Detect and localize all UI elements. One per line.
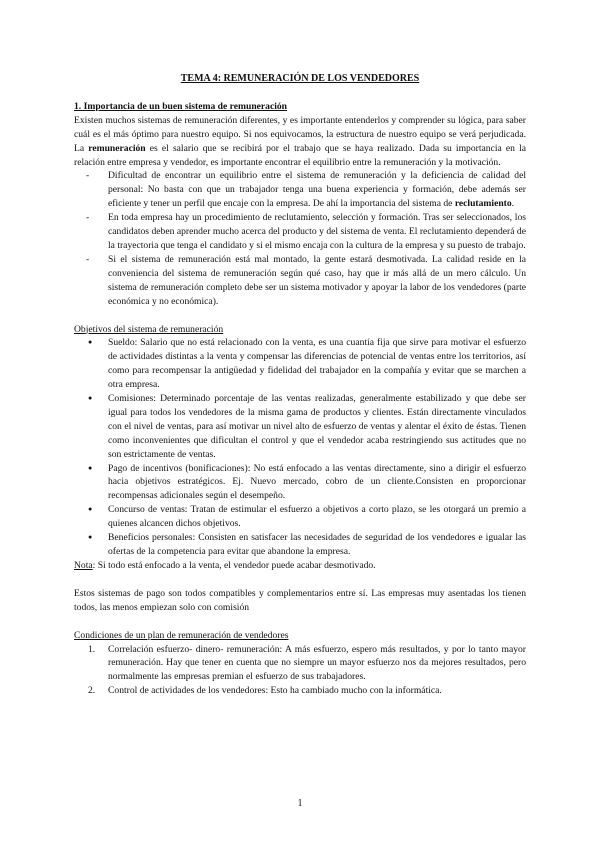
note-label: Nota [74,559,93,571]
dash-item-text-a: Dificultad de encontrar un equilibrio entre el sistema de remuneración y la deficiencia de calidad del personal: No basta con que un trabajador tenga una buena experiencia y formación, debe además ser eficiente y tener un perfil que encaje con la empresa. De ahí la importancia del sistema de [108,170,526,210]
document-title: TEMA 4: REMUNERACIÓN DE LOS VENDEDORES [180,73,420,84]
section-heading-objectives: Objetivos del sistema de remuneración [74,323,224,335]
section-heading-conditions: Condiciones de un plan de remuneración de vendedores [74,629,289,641]
bullet-item: ● Concurso de ventas: Tratan de estimular el esfuerzo a objetivos a corto plazo, se les otorgará un premio a quienes alcancen dichos objetivos. [108,503,526,531]
dash-item: - Si el sistema de remuneración está mal montado, la gente estará desmotivada. La calidad reside en la conveniencia del sistema de remuneración según qué caso, hay que ir más allá de un mero cálculo. Un sistema de remuneración completo debe ser un sistema motivador y apoyar la labor de los vendedores (parte económica y no económica). [108,253,526,309]
intro-text-b: es el salario que se recibirá por el trabajo que se haya realizado. Dada su importancia en la relación entre empresa y vendedor, es importante encontrar el equilibrio entre la remuneración y la motivación. [74,142,526,168]
section-heading-importance: 1. Importancia de un buen sistema de remuneración [74,100,288,112]
dash-item-bold-term: reclutamiento [454,198,512,210]
note-text: : Si todo está enfocado a la venta, el vendedor puede acabar desmotivado. [92,559,376,571]
item-text: Control de actividades de los vendedores: Esto ha cambiado mucho con la informática. [108,685,442,697]
intro-text-a: Existen muchos sistemas de remuneración diferentes, y es importante entenderlos y comprender su lógica, para saber cuál es el más óptimo para nuestro equipo. Si nos equivocamos, la estructura de nuestro equipo se verá perjudicada. La [74,114,526,154]
importance-dash-list [74,169,526,308]
objectives-bullet-list [74,336,526,559]
intro-paragraph [74,114,526,170]
dash-item: - En toda empresa hay un procedimiento de reclutamiento, selección y formación. Tras ser seleccionados, los candidatos deben aprender mucho acerca del producto y del sistema de venta. El reclutamiento dependerá de la trayectoria que tenga el candidato y si el mismo encaja con la cultura de la empresa y su puesto de trabajo. [108,211,526,253]
numbered-item [88,643,526,685]
intro-bold-term: remuneración [88,142,146,154]
document-body [74,72,526,698]
item-number: 2. [88,685,96,697]
bullet-item: ● Comisiones: Determinado porcentaje de las ventas realizadas, generalmente estabilizado y que debe ser igual para todos los vendedores de la misma gama de productos y clientes. Están directamente vinculados con el nivel de ventas, para así motivar un nivel alto de esfuerzo de ventas y alentar el éxito de éstas. Tienen como inconvenientes que dificultan el control y que el vendedor acaba restringiendo sus actitudes que no son estrictamente de ventas. [108,392,526,462]
note-paragraph [74,559,526,573]
bullet-item: ● Sueldo: Salario que no está relacionado con la venta, es una cuantía fija que sirve para motivar el esfuerzo de actividades distintas a la venta y compensar las diferencias de potencial de ventas entre los territorios, así como para recompensar la antigüedad y fidelidad del trabajador en la compañía y evitar que se marchen a otra empresa. [108,336,526,392]
bullet-item: ● Pago de incentivos (bonificaciones): No está enfocado a las ventas directamente, sino a dirigir el esfuerzo hacia objetivos estratégicos. Ej. Nuevo mercado, cobro de un cliente.Consisten en proporcionar recompensas adicionales según el desempeño. [108,462,526,504]
conditions-numbered-list [74,643,526,699]
compatibility-paragraph: Estos sistemas de pago son todos compatibles y complementarios entre sí. Las empresas muy asentadas los tienen todos, las menos empiezan solo con comisión [74,587,526,613]
item-text: Correlación esfuerzo- dinero- remuneración: A más esfuerzo, espero más resultados, y por lo tanto mayor remuneración. Hay que tener en cuenta que no siempre un mayor esfuerzo nos da mejores resultados, pero normalmente las empresas premian el esfuerzo de sus trabajadores. [108,643,526,683]
numbered-item [88,684,526,698]
item-number: 1. [88,643,96,655]
page-number: 1 [297,798,303,809]
bullet-item: ● Beneficios personales: Consisten en satisfacer las necesidades de seguridad de los vendedores e igualar las ofertas de la competencia para evitar que abandone la empresa. [108,531,526,559]
dash-item-text-b: . [511,198,515,210]
dash-item [108,169,526,211]
